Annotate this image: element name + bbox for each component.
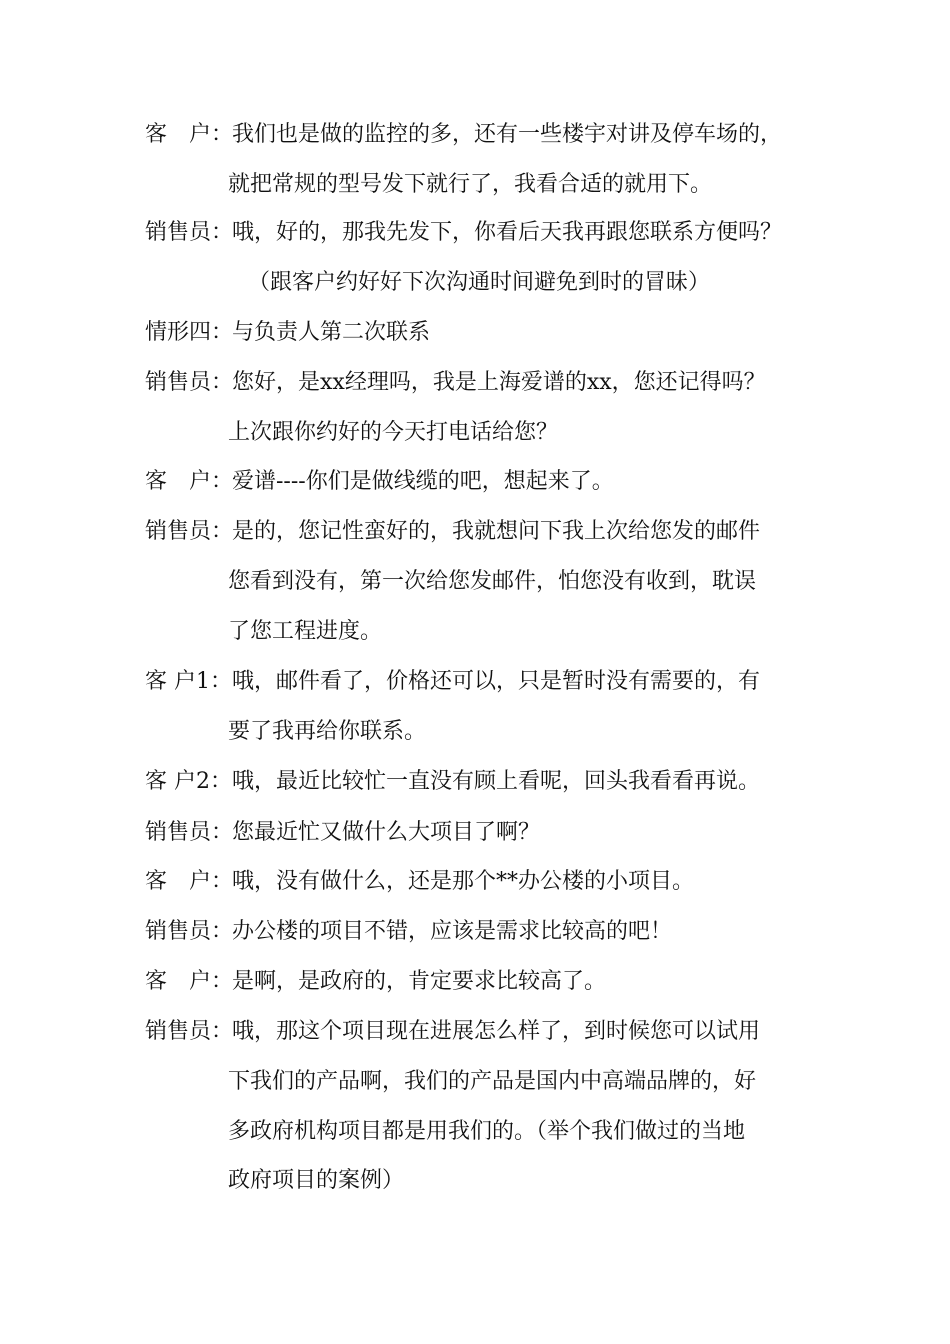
dialogue-text: 办公楼的项目不错，应该是需求比较高的吧！ xyxy=(232,919,673,944)
dialogue-continuation-line xyxy=(0,418,950,448)
dialogue-line xyxy=(0,967,950,997)
dialogue-text: 爱谱----你们是做线缆的吧，想起来了。 xyxy=(232,469,614,494)
dialogue-line xyxy=(0,917,950,947)
dialogue-line xyxy=(0,467,950,497)
dialogue-line xyxy=(0,818,950,848)
dialogue-continuation-line xyxy=(0,567,950,597)
dialogue-continuation-line xyxy=(0,268,950,298)
dialogue-line xyxy=(0,120,950,150)
dialogue-text: 哦，好的，那我先发下，你看后天我再跟您联系方便吗？ xyxy=(232,220,783,245)
speaker-label: 客 户： xyxy=(145,869,234,894)
dialogue-continuation-line xyxy=(0,1117,950,1147)
dialogue-line xyxy=(0,218,950,248)
dialogue-continuation-line xyxy=(0,717,950,747)
dialogue-continuation-line xyxy=(0,1067,950,1097)
speaker-label: 客 户1： xyxy=(145,669,232,694)
speaker-label: 销售员： xyxy=(145,820,234,845)
dialogue-text: 多政府机构项目都是用我们的。（举个我们做过的当地 xyxy=(228,1119,746,1144)
dialogue-line xyxy=(0,767,950,797)
dialogue-text: 您看到没有，第一次给您发邮件，怕您没有收到，耽误 xyxy=(228,569,757,594)
speaker-label: 情形四： xyxy=(145,320,234,345)
dialogue-text: （跟客户约好好下次沟通时间避免到时的冒昧） xyxy=(248,270,711,295)
dialogue-text: 我们也是做的监控的多，还有一些楼宇对讲及停车场的， xyxy=(232,122,783,147)
speaker-label: 销售员： xyxy=(145,220,234,245)
dialogue-line xyxy=(0,667,950,697)
dialogue-text: 哦，没有做什么，还是那个**办公楼的小项目。 xyxy=(232,869,695,894)
speaker-label: 客 户2： xyxy=(145,769,232,794)
dialogue-text: 了您工程进度。 xyxy=(228,619,383,644)
dialogue-text: 与负责人第二次联系 xyxy=(232,320,431,345)
dialogue-text: 哦，最近比较忙一直没有顾上看呢，回头我看看再说。 xyxy=(232,769,761,794)
dialogue-line xyxy=(0,368,950,398)
dialogue-text: 是啊，是政府的，肯定要求比较高了。 xyxy=(232,969,607,994)
dialogue-text: 哦，那这个项目现在进展怎么样了，到时候您可以试用 xyxy=(232,1019,761,1044)
dialogue-text: 要了我再给你联系。 xyxy=(228,719,427,744)
speaker-label: 客 户： xyxy=(145,469,234,494)
dialogue-line xyxy=(0,1017,950,1047)
speaker-label: 销售员： xyxy=(145,519,234,544)
dialogue-text: 您好，是xx经理吗，我是上海爱谱的xx，您还记得吗？ xyxy=(232,370,766,395)
dialogue-line xyxy=(0,318,950,348)
speaker-label: 销售员： xyxy=(145,919,234,944)
dialogue-text: 上次跟你约好的今天打电话给您？ xyxy=(228,420,559,445)
speaker-label: 客 户： xyxy=(145,969,234,994)
speaker-label: 销售员： xyxy=(145,370,234,395)
dialogue-continuation-line xyxy=(0,617,950,647)
dialogue-continuation-line xyxy=(0,170,950,200)
dialogue-line xyxy=(0,517,950,547)
dialogue-text: 是的，您记性蛮好的，我就想问下我上次给您发的邮件 xyxy=(232,519,761,544)
speaker-label: 客 户： xyxy=(145,122,234,147)
dialogue-text: 哦，邮件看了，价格还可以，只是暂时没有需要的，有 xyxy=(232,669,761,694)
dialogue-text: 就把常规的型号发下就行了，我看合适的就用下。 xyxy=(228,172,713,197)
speaker-label: 销售员： xyxy=(145,1019,234,1044)
dialogue-text: 您最近忙又做什么大项目了啊？ xyxy=(232,820,541,845)
dialogue-text: 下我们的产品啊，我们的产品是国内中高端品牌的，好 xyxy=(228,1069,757,1094)
dialogue-text: 政府项目的案例） xyxy=(228,1168,405,1193)
dialogue-continuation-line xyxy=(0,1166,950,1196)
dialogue-line xyxy=(0,867,950,897)
